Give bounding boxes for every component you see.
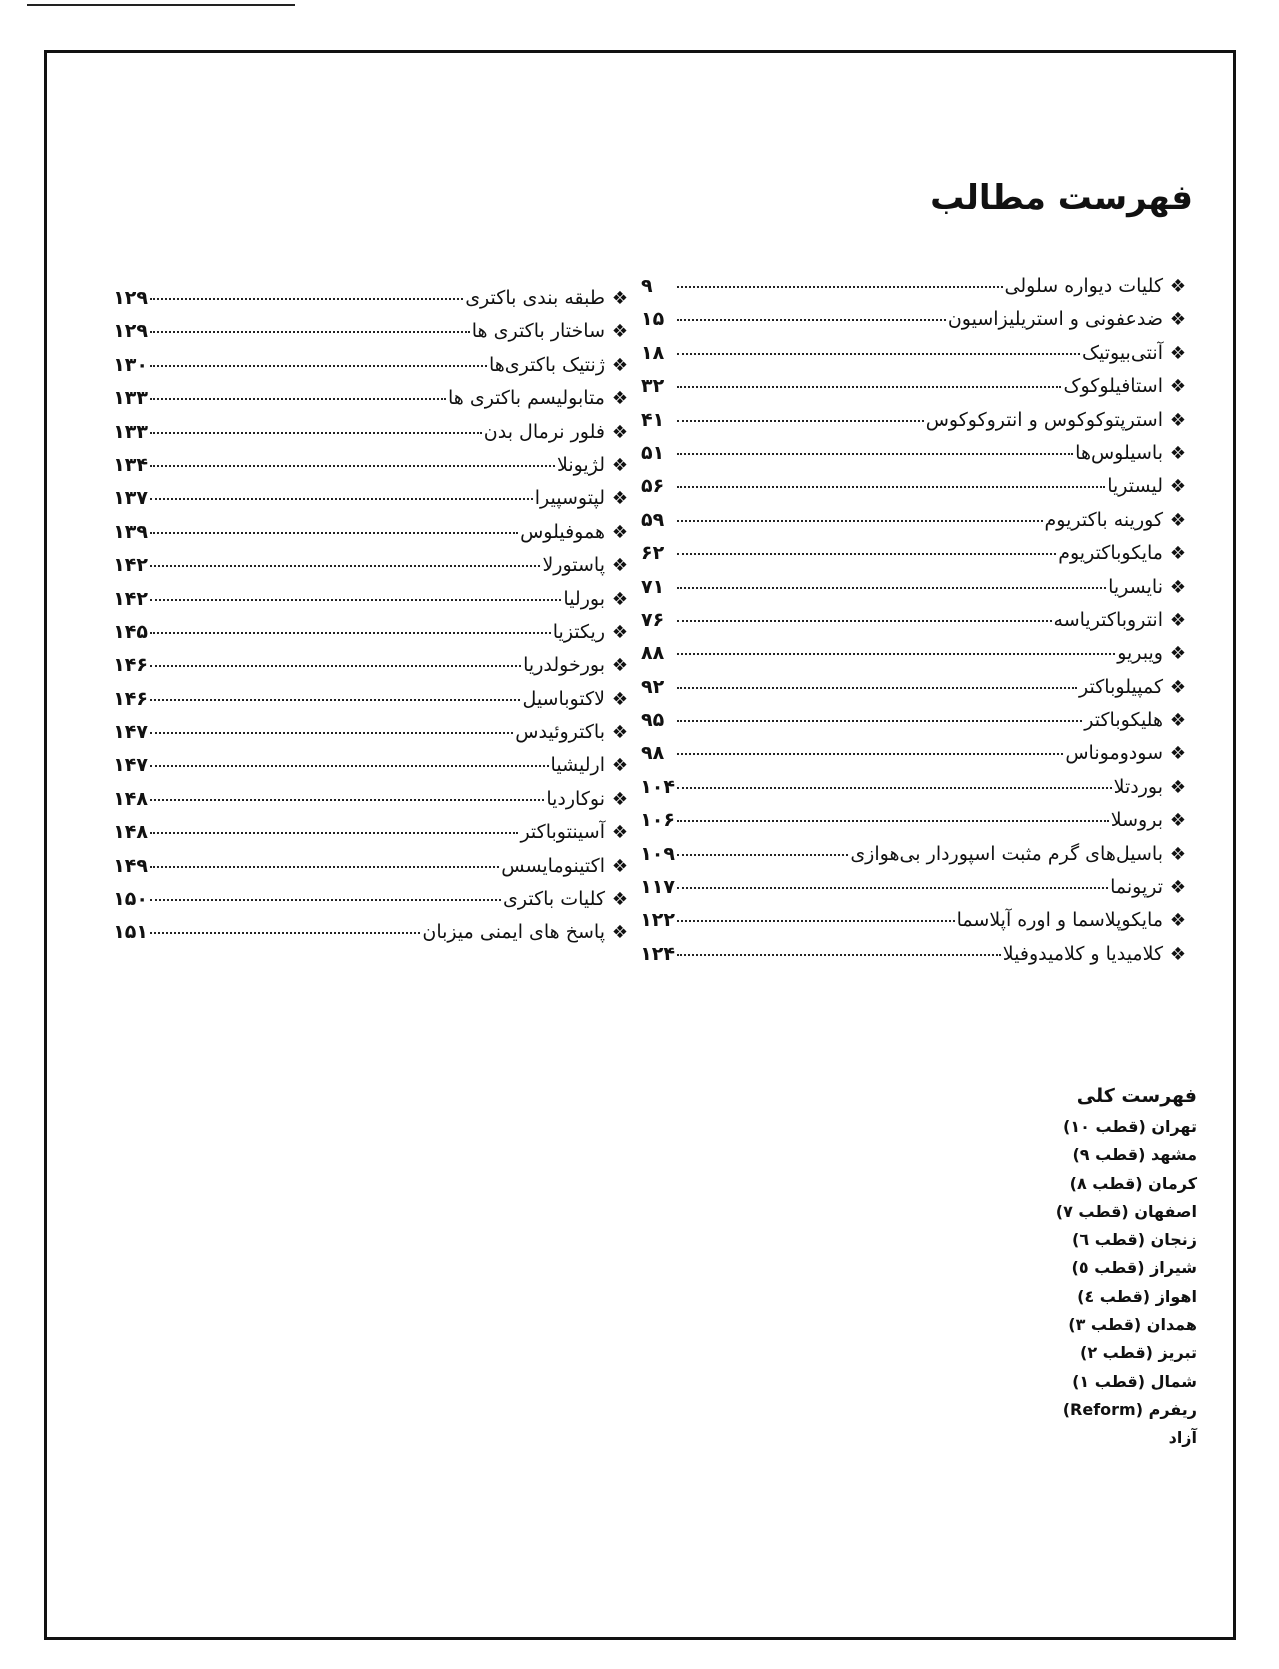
toc-page-number: ۳۲	[641, 375, 665, 398]
toc-entry-title: مایکوپلاسما و اوره آپلاسما	[956, 909, 1163, 932]
toc-entry-title: نایسریا	[1108, 575, 1163, 598]
toc-entry[interactable]	[641, 809, 1193, 842]
toc-entry[interactable]	[641, 709, 1193, 742]
dot-leader	[677, 687, 1077, 689]
toc-entry-title: ترپونما	[1110, 876, 1163, 899]
toc-entry[interactable]	[641, 876, 1193, 909]
dot-leader	[677, 887, 1108, 889]
dot-leader	[677, 486, 1105, 488]
dot-leader	[150, 765, 549, 767]
toc-entry-title: باکتروئیدس	[515, 721, 605, 744]
dot-leader	[677, 453, 1073, 455]
toc-entry[interactable]	[114, 354, 635, 387]
index-item[interactable]: شمال (قطب ۱)	[1072, 1371, 1197, 1391]
toc-entry[interactable]	[641, 843, 1193, 876]
bullet-icon: ❖	[611, 288, 629, 309]
bullet-icon: ❖	[1169, 943, 1187, 965]
toc-entry-title: سودوموناس	[1065, 742, 1163, 765]
dot-leader	[677, 587, 1106, 589]
bullet-icon: ❖	[1169, 643, 1187, 665]
toc-page-number: ۱۳۹	[113, 520, 148, 543]
toc-entry-title: ریکتزیا	[552, 620, 605, 643]
toc-page-number: ۹	[641, 275, 653, 297]
toc-entry[interactable]	[114, 821, 635, 854]
dot-leader	[150, 632, 551, 634]
toc-entry[interactable]	[641, 576, 1193, 609]
toc-entry[interactable]	[641, 375, 1193, 408]
toc-entry-title: کلامیدیا و کلامیدوفیلا	[1002, 942, 1163, 965]
bullet-icon: ❖	[611, 855, 629, 877]
bullet-icon: ❖	[1169, 509, 1187, 531]
toc-entry[interactable]	[641, 943, 1193, 976]
toc-page-number: ۹۸	[641, 742, 665, 765]
toc-entry[interactable]	[641, 509, 1193, 542]
dot-leader	[150, 699, 520, 701]
toc-entry[interactable]	[641, 642, 1193, 675]
toc-entry[interactable]	[114, 454, 635, 487]
bullet-icon: ❖	[1169, 576, 1187, 598]
bullet-icon: ❖	[1169, 743, 1187, 765]
toc-entry-title: نوکاردیا	[546, 787, 605, 810]
dot-leader	[677, 854, 848, 856]
toc-entry-title: متابولیسم باکتری ها	[447, 387, 605, 410]
bullet-icon: ❖	[1169, 376, 1187, 398]
toc-page-number: ۷۶	[641, 608, 665, 631]
toc-page-number: ۱۱۷	[640, 876, 675, 899]
toc-page-number: ۱۰۶	[640, 809, 675, 832]
toc-entry[interactable]	[114, 855, 635, 888]
bullet-icon: ❖	[611, 588, 629, 610]
toc-entry[interactable]	[114, 654, 635, 687]
dot-leader	[150, 465, 555, 467]
toc-entry[interactable]	[641, 475, 1193, 508]
toc-page-number: ۱۴۷	[113, 754, 148, 777]
toc-entry[interactable]	[114, 754, 635, 787]
dot-leader	[150, 298, 463, 300]
bullet-icon: ❖	[1169, 342, 1187, 364]
bullet-icon: ❖	[1169, 309, 1187, 331]
toc-entry-title: پاسخ های ایمنی میزبان	[422, 921, 605, 944]
toc-entry[interactable]	[641, 676, 1193, 709]
toc-entry-title: طبقه بندی باکتری	[465, 287, 605, 309]
toc-entry[interactable]	[114, 421, 635, 454]
index-item[interactable]: مشهد (قطب ۹)	[1072, 1145, 1197, 1165]
dot-leader	[150, 331, 470, 333]
bullet-icon: ❖	[611, 755, 629, 777]
bullet-icon: ❖	[611, 321, 629, 343]
bullet-icon: ❖	[611, 354, 629, 376]
toc-page-number: ۸۸	[641, 642, 665, 665]
dot-leader	[677, 787, 1112, 789]
toc-entry-title: اکتینومایسس	[501, 854, 605, 877]
toc-entry[interactable]	[114, 888, 635, 921]
toc-entry-title: ساختار باکتری ها	[471, 320, 605, 343]
toc-entry[interactable]	[114, 621, 635, 654]
dot-leader	[677, 520, 1043, 522]
toc-entry-title: استرپتوکوکوس و انتروکوکوس	[925, 408, 1163, 431]
dot-leader	[677, 553, 1056, 555]
bullet-icon: ❖	[611, 822, 629, 844]
toc-page-number: ۱۵	[641, 308, 665, 331]
dot-leader	[677, 386, 1061, 388]
bullet-icon: ❖	[611, 521, 629, 543]
dot-leader	[677, 820, 1109, 822]
bullet-icon: ❖	[1169, 543, 1187, 565]
dot-leader	[150, 866, 499, 868]
toc-entry[interactable]	[114, 320, 635, 353]
toc-entry-title: هلیکوباکتر	[1084, 709, 1163, 732]
bullet-icon: ❖	[611, 655, 629, 677]
toc-column-left	[114, 287, 635, 955]
index-item[interactable]: ریفرم (Reform)	[1062, 1399, 1197, 1419]
toc-page-number: ۱۵۱	[113, 921, 148, 944]
toc-page-number: ۴۱	[641, 408, 665, 431]
toc-entry-title: آسینتوباکتر	[520, 821, 605, 844]
toc-page-number: ۹۲	[641, 675, 665, 698]
toc-entry-title: ارلیشیا	[550, 754, 605, 777]
toc-entry[interactable]	[114, 921, 635, 954]
toc-entry-title: باسیل‌های گرم مثبت اسپوردار بی‌هوازی	[850, 842, 1163, 865]
index-item[interactable]: کرمان (قطب ۸)	[1069, 1173, 1197, 1193]
toc-page-number: ۱۳۴	[113, 453, 148, 476]
toc-entry-title: کلیات باکتری	[503, 888, 605, 911]
toc-page-number: ۱۵۰	[113, 888, 148, 911]
toc-entry-title: ویبریو	[1117, 642, 1163, 665]
toc-page-number: ۹۵	[641, 709, 665, 732]
dot-leader	[150, 732, 513, 734]
index-item[interactable]: تبریز (قطب ۲)	[1080, 1343, 1197, 1363]
toc-entry-title: لپتوسپیرا	[534, 487, 605, 510]
toc-page-number: ۱۳۷	[113, 487, 148, 510]
bullet-icon: ❖	[611, 688, 629, 710]
toc-entry-title: بروسلا	[1110, 809, 1163, 832]
index-heading: فهرست کلی	[1076, 1085, 1197, 1107]
toc-entry[interactable]	[641, 275, 1193, 308]
bullet-icon: ❖	[1169, 910, 1187, 932]
bullet-icon: ❖	[1169, 710, 1187, 732]
toc-entry-title: ژنتیک باکتری‌ها	[489, 353, 605, 376]
general-index	[1056, 1085, 1197, 1453]
toc-page-number: ۱۴۸	[113, 787, 148, 810]
toc-entry[interactable]	[641, 342, 1193, 375]
toc-entry-title: کمپیلوباکتر	[1079, 675, 1163, 698]
dot-leader	[150, 665, 521, 667]
bullet-icon: ❖	[611, 922, 629, 944]
toc-page-number: ۱۲۹	[113, 320, 148, 343]
page-title: فهرست مطالب	[930, 178, 1193, 218]
toc-column-right	[641, 275, 1193, 976]
bullet-icon: ❖	[1169, 409, 1187, 431]
toc-page-number: ۵۶	[641, 475, 665, 498]
dot-leader	[677, 319, 946, 321]
index-list	[1056, 1113, 1197, 1453]
index-item[interactable]: شیراز (قطب ٥)	[1071, 1258, 1197, 1278]
toc-page-number: ۷۱	[641, 575, 665, 598]
top-rule	[27, 4, 295, 6]
bullet-icon: ❖	[611, 421, 629, 443]
toc-page-number: ۱۰۴	[640, 775, 675, 798]
toc-entry[interactable]	[641, 909, 1193, 942]
toc-entry[interactable]	[641, 776, 1193, 809]
toc-entry-title: بورلیا	[563, 587, 605, 610]
toc-page-number: ۱۳۳	[113, 420, 148, 443]
toc-entry-title: آنتی‌بیوتیک	[1081, 341, 1163, 364]
dot-leader	[677, 653, 1115, 655]
bullet-icon: ❖	[1169, 609, 1187, 631]
toc-entry-title: لیستریا	[1107, 475, 1163, 498]
toc-entry[interactable]	[641, 409, 1193, 442]
toc-entry-title: بورخولدریا	[523, 654, 605, 677]
dot-leader	[677, 286, 1003, 288]
toc-entry-title: استافیلوکوک	[1063, 375, 1163, 398]
toc-page-number: ۱۴۹	[113, 854, 148, 877]
toc-page-number: ۱۲۲	[640, 909, 675, 932]
toc-entry[interactable]	[641, 609, 1193, 642]
dot-leader	[150, 398, 446, 400]
toc-page-number: ۵۹	[641, 508, 665, 531]
index-item[interactable]: اهواز (قطب ٤)	[1077, 1286, 1197, 1306]
toc-entry[interactable]	[114, 554, 635, 587]
bullet-icon: ❖	[1169, 676, 1187, 698]
toc-entry-title: لژیونلا	[556, 453, 605, 476]
dot-leader	[150, 899, 501, 901]
toc-page-number: ۱۴۲	[113, 587, 148, 610]
toc-page-number: ۱۴۵	[113, 620, 148, 643]
toc-page-number: ۱۸	[641, 341, 665, 364]
dot-leader	[677, 620, 1052, 622]
toc-entry[interactable]	[114, 588, 635, 621]
toc-page-number: ۱۴۲	[113, 554, 148, 577]
bullet-icon: ❖	[611, 722, 629, 744]
toc-page-number: ۱۰۹	[640, 842, 675, 865]
dot-leader	[150, 532, 518, 534]
toc-page-number: ۱۲۹	[113, 287, 148, 309]
toc-entry-title: فلور نرمال بدن	[483, 420, 605, 443]
index-item[interactable]: همدان (قطب ۳)	[1068, 1315, 1197, 1335]
dot-leader	[150, 799, 544, 801]
toc-page-number: ۱۴۶	[113, 654, 148, 677]
toc-entry-title: ضدعفونی و استریلیزاسیون	[947, 308, 1163, 331]
toc-entry[interactable]	[114, 721, 635, 754]
bullet-icon: ❖	[1169, 442, 1187, 464]
toc-page-number: ۱۴۶	[113, 687, 148, 710]
toc-page-number: ۱۲۴	[640, 942, 675, 965]
bullet-icon: ❖	[1169, 810, 1187, 832]
toc-page-number: ۶۲	[641, 542, 665, 565]
dot-leader	[150, 832, 518, 834]
dot-leader	[150, 365, 487, 367]
toc-page-number: ۵۱	[641, 441, 665, 464]
toc-page-number: ۱۳۳	[113, 387, 148, 410]
toc-entry-title: پاستورلا	[542, 554, 605, 577]
dot-leader	[150, 432, 482, 434]
bullet-icon: ❖	[1169, 843, 1187, 865]
toc-entry[interactable]	[114, 387, 635, 420]
bullet-icon: ❖	[611, 621, 629, 643]
toc-entry[interactable]	[641, 442, 1193, 475]
index-item[interactable]: آزاد	[1168, 1428, 1197, 1448]
dot-leader	[677, 920, 955, 922]
dot-leader	[150, 599, 561, 601]
index-item[interactable]: اصفهان (قطب ۷)	[1055, 1201, 1197, 1221]
toc-entry[interactable]	[114, 788, 635, 821]
dot-leader	[677, 753, 1063, 755]
dot-leader	[150, 498, 533, 500]
toc-entry-title: باسیلوس‌ها	[1075, 441, 1163, 464]
toc-entry-title: انتروباکتریاسه	[1053, 608, 1163, 631]
bullet-icon: ❖	[611, 388, 629, 410]
dot-leader	[150, 565, 540, 567]
bullet-icon: ❖	[611, 488, 629, 510]
bullet-icon: ❖	[1169, 877, 1187, 899]
toc-page-number: ۱۴۸	[113, 821, 148, 844]
bullet-icon: ❖	[611, 555, 629, 577]
index-item[interactable]: زنجان (قطب ٦)	[1072, 1230, 1197, 1250]
toc-entry-title: هموفیلوس	[520, 520, 605, 543]
bullet-icon: ❖	[611, 889, 629, 911]
toc-entry[interactable]	[114, 688, 635, 721]
toc-page-number: ۱۴۷	[113, 721, 148, 744]
dot-leader	[677, 353, 1080, 355]
toc-entry[interactable]	[641, 308, 1193, 341]
dot-leader	[150, 932, 420, 934]
toc-entry-title: کلیات دیواره سلولی	[1004, 275, 1163, 297]
bullet-icon: ❖	[611, 788, 629, 810]
bullet-icon: ❖	[1169, 476, 1187, 498]
bullet-icon: ❖	[1169, 276, 1187, 297]
dot-leader	[677, 954, 1001, 956]
toc-entry[interactable]	[114, 521, 635, 554]
toc-entry[interactable]	[641, 742, 1193, 775]
toc-entry[interactable]	[114, 487, 635, 520]
dot-leader	[677, 720, 1082, 722]
index-item[interactable]: تهران (قطب ۱۰)	[1063, 1117, 1197, 1136]
toc-entry[interactable]	[114, 287, 635, 320]
bullet-icon: ❖	[1169, 776, 1187, 798]
toc-entry-title: بوردتلا	[1113, 775, 1163, 798]
toc-entry-title: کورینه باکتریوم	[1044, 508, 1163, 531]
toc-page-number: ۱۳۰	[113, 353, 148, 376]
toc-entry[interactable]	[641, 542, 1193, 575]
toc-entry-title: لاکتوباسیل	[522, 687, 605, 710]
bullet-icon: ❖	[611, 454, 629, 476]
toc-entry-title: مایکوباکتریوم	[1058, 542, 1163, 565]
dot-leader	[677, 420, 924, 422]
